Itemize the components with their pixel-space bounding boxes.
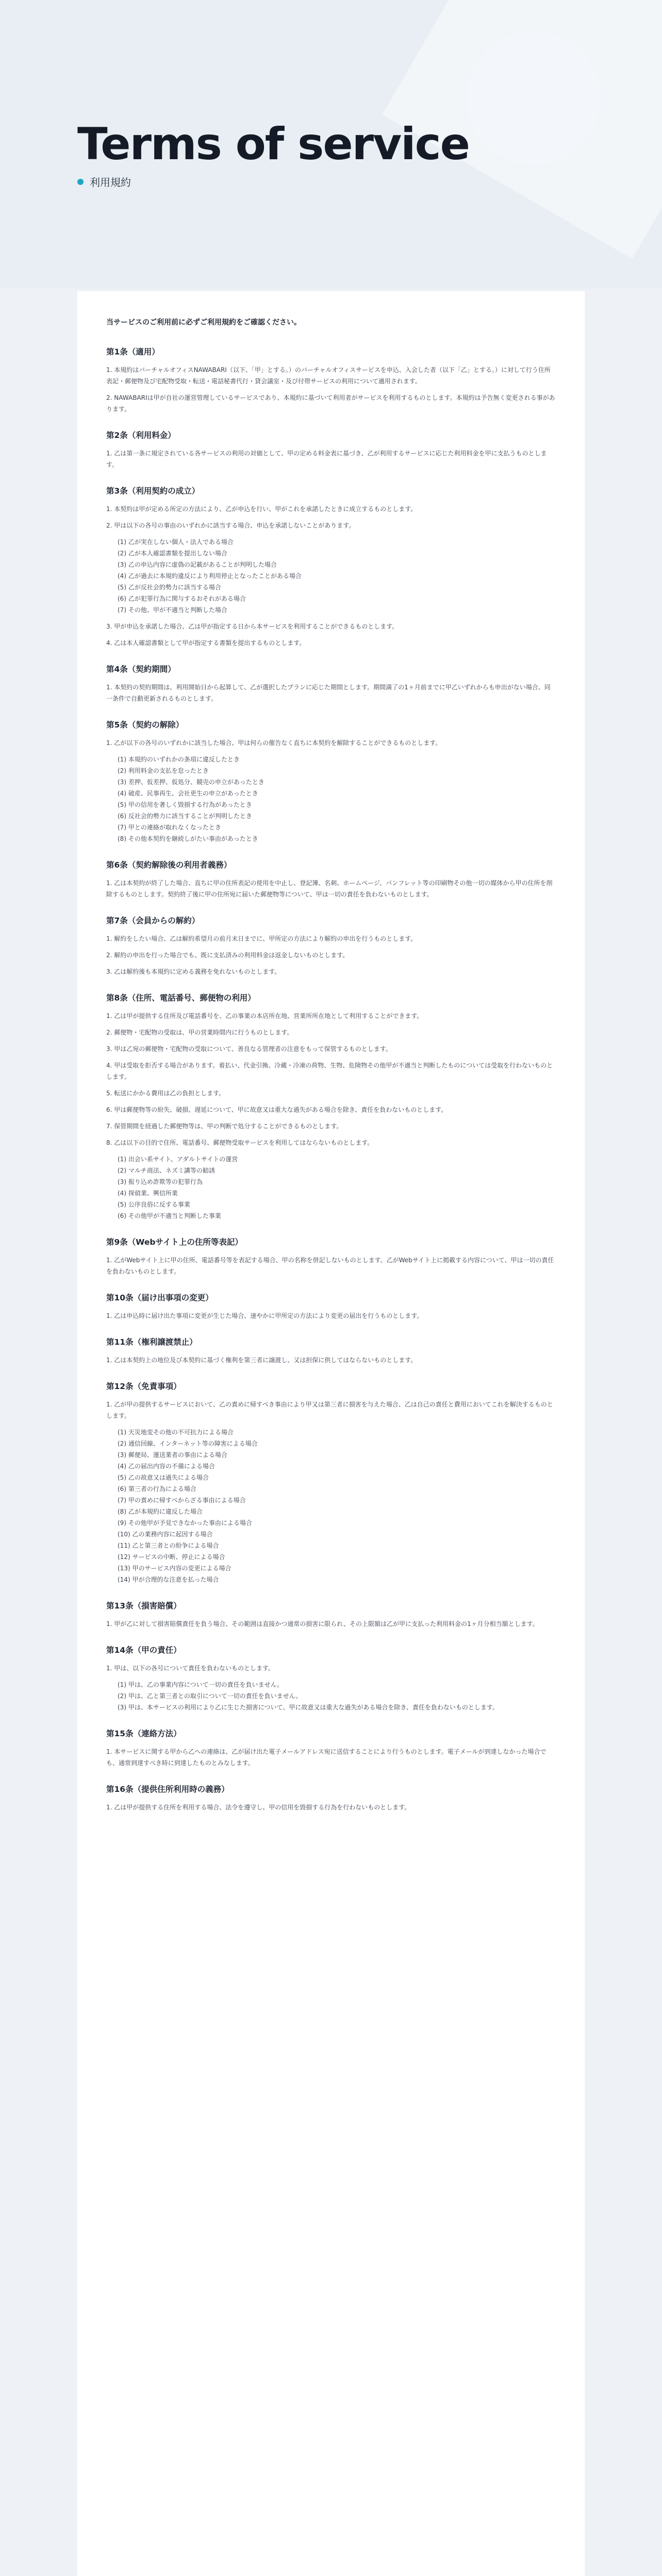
list-item: (5) 公序良俗に反する事業 [118,1201,190,1208]
list-item: (1) 本規約のいずれかの条項に違反したとき [118,756,240,763]
article-paragraph: 1. 乙は申込時に届け出た事項に変更が生じた場合、速やかに甲所定の方法により変更の届出を行うものとします。 [106,1312,423,1319]
page-title: Terms of service [77,118,469,170]
list-item: (4) 探偵業、興信所業 [118,1190,178,1197]
article-paragraph: 1. 解約をしたい場合、乙は解約希望月の前月末日までに、甲所定の方法により解約の申出を行うものとします。 [106,935,417,942]
article-section [106,992,556,1222]
list-item: (2) 甲は、乙と第三者との取引について一切の責任を負いません。 [118,1692,302,1700]
hero [0,0,662,289]
article-title: 第9条（Webサイト上の住所等表記） [106,1238,243,1247]
article-title: 第15条（連絡方法） [106,1729,181,1738]
list-item: (10) 乙の業務内容に起因する場合 [118,1531,213,1538]
article-title: 第1条（適用） [106,347,160,357]
article-paragraph: 2. 甲は以下の各号の事由のいずれかに該当する場合、申込を承諾しないことがあります。 [106,522,355,529]
article-paragraph: 1. 本規約はバーチャルオフィスNAWABARI（以下、「甲」とする。）のバーチャルオフィスサービスを申込、入会した者（以下「乙」とする。）に対して行う住所表記・郵便物及び宅配物受取・転送・電話秘書代行・貸会議室・及び付帯サービスの利用について適用されます。 [106,366,551,385]
article-paragraph: 3. 甲は乙宛の郵便物・宅配物の受取について、善良なる管理者の注意をもって保管するものとします。 [106,1045,392,1053]
article-paragraph: 2. NAWABARIは甲が自社の運営管理しているサービスであり、本規約に基づいて利用者がサービスを利用するものとします。本規約は予告無く変更される事があります。 [106,394,555,413]
list-item: (5) 乙の故意又は過失による場合 [118,1474,209,1481]
article-paragraph: 4. 甲は受取を拒否する場合があります。着払い、代金引換、冷蔵・冷凍の荷物、生物、危険物その他甲が不適当と判断したものについては受取を行わないものとします。 [106,1062,553,1080]
article-section [106,719,556,844]
list-item: (7) 甲との連絡が取れなくなったとき [118,824,221,831]
article-section [106,1727,556,1769]
article-section [106,1600,556,1630]
list-item: (1) 乙が実在しない個人・法人である場合 [118,538,234,546]
list-item: (2) マルチ商法、ネズミ講等の勧誘 [118,1167,215,1174]
page-subtitle-text: 利用規約 [90,176,131,189]
page-subtitle [77,174,131,189]
article-list [106,1154,556,1222]
article-section [106,485,556,649]
article-paragraph: 3. 乙は解約後も本規約に定める義務を免れないものとします。 [106,968,281,975]
article-paragraph: 6. 甲は郵便物等の紛失、破損、遅延について、甲に故意又は重大な過失がある場合を除き、責任を負わないものとします。 [106,1106,448,1113]
article-list [106,536,556,616]
article-title: 第16条（提供住所利用時の義務） [106,1785,229,1794]
article-paragraph: 8. 乙は以下の目的で住所、電話番号、郵便物受取サービスを利用してはならないものとします。 [106,1139,374,1146]
article-paragraph: 1. 甲は、以下の各号について責任を負わないものとします。 [106,1665,275,1672]
article-paragraph: 1. 本契約の契約期間は、利用開始日から起算して、乙が選択したプランに応じた期間とします。期間満了の1ヶ月前までに甲乙いずれからも申出がない場合、同一条件で自動更新されるものとします。 [106,684,551,702]
article-section [106,914,556,977]
list-item: (3) 振り込め詐欺等の犯罪行為 [118,1178,203,1185]
article-paragraph: 5. 転送にかかる費用は乙の負担とします。 [106,1090,225,1097]
article-paragraph: 2. 解約の申出を行った場合でも、既に支払済みの利用料金は返金しないものとします。 [106,952,349,959]
article-section [106,1783,556,1813]
list-item: (1) 出会い系サイト、アダルトサイトの運営 [118,1156,238,1163]
article-paragraph: 1. 本サービスに関する甲から乙への連絡は、乙が届け出た電子メールアドレス宛に送信することにより行うものとします。電子メールが到達しなかった場合でも、通常到達すべき時に到達したものとみなします。 [106,1748,547,1767]
list-item: (1) 甲は、乙の事業内容について一切の責任を負いません。 [118,1681,284,1688]
article-title: 第2条（利用料金） [106,431,176,440]
terms-card [77,291,585,2576]
article-paragraph: 1. 乙は第一条に規定されている各サービスの利用の対価として、甲の定める料金表に基づき、乙が利用するサービスに応じた利用料金を甲に支払うものとします。 [106,450,547,468]
list-item: (5) 乙が反社会的勢力に該当する場合 [118,584,221,591]
hero-decoration-circle [466,31,600,165]
list-item: (2) 利用料金の支払を怠ったとき [118,767,209,774]
article-paragraph: 1. 乙は本契約上の地位及び本契約に基づく権利を第三者に譲渡し、又は担保に供してはならないものとします。 [106,1357,417,1364]
list-item: (6) 反社会的勢力に該当することが判明したとき [118,812,252,820]
list-item: (4) 乙の届出内容の不備による場合 [118,1463,215,1470]
article-section [106,1336,556,1366]
list-item: (9) その他甲が予見できなかった事由による場合 [118,1519,252,1527]
article-title: 第3条（利用契約の成立） [106,486,200,496]
article-title: 第12条（免責事項） [106,1382,181,1391]
list-item: (8) その他本契約を継続しがたい事由があったとき [118,835,258,842]
article-section [106,429,556,470]
list-item: (7) その他、甲が不適当と判断した場合 [118,606,227,614]
accent-dot-icon [77,179,84,185]
list-item: (8) 乙が本規約に違反した場合 [118,1508,203,1515]
list-item: (4) 破産、民事再生、会社更生の申立があったとき [118,790,258,797]
list-item: (2) 通信回線、インターネット等の障害による場合 [118,1440,258,1447]
list-item: (5) 甲の信用を著しく毀損する行為があったとき [118,801,252,808]
list-item: (3) 郵便局、運送業者の事由による場合 [118,1451,227,1459]
article-paragraph: 3. 甲が申込を承諾した場合、乙は甲が指定する日から本サービスを利用することができるものとします。 [106,623,399,630]
article-paragraph: 7. 保管期間を経過した郵便物等は、甲の判断で処分することができるものとします。 [106,1123,343,1130]
article-paragraph: 1. 乙がWebサイト上に甲の住所、電話番号等を表記する場合、甲の名称を併記しないものとします。乙がWebサイト上に掲載する内容について、甲は一切の責任を負わないものとします。 [106,1257,554,1275]
list-item: (3) 差押、仮差押、仮処分、競売の申立があったとき [118,778,264,786]
article-section [106,1644,556,1713]
list-item: (6) 第三者の行為による場合 [118,1485,196,1493]
list-item: (2) 乙が本人確認書類を提出しない場合 [118,550,227,557]
article-paragraph: 1. 乙は本契約が終了した場合、直ちに甲の住所表記の使用を中止し、登記簿、名刺、ホームページ、パンフレット等の印刷物その他一切の媒体から甲の住所を削除するものとします。契約終了後に甲の住所宛に届いた郵便物等について、甲は一切の責任を負わないものとします。 [106,879,553,898]
list-item: (7) 甲の責めに帰すべからざる事由による場合 [118,1497,246,1504]
article-paragraph: 2. 郵便物・宅配物の受取は、甲の営業時間内に行うものとします。 [106,1029,293,1036]
article-section [106,1292,556,1321]
list-item: (14) 甲が合理的な注意を払った場合 [118,1576,219,1583]
article-section [106,1236,556,1277]
article-paragraph: 1. 乙が以下の各号のいずれかに該当した場合、甲は何らの催告なく直ちに本契約を解除することができるものとします。 [106,739,442,747]
article-title: 第11条（権利譲渡禁止） [106,1337,197,1347]
list-item: (12) サービスの中断、停止による場合 [118,1553,225,1561]
article-list [106,754,556,844]
article-section [106,663,556,704]
list-item: (3) 乙の申込内容に虚偽の記載があることが判明した場合 [118,561,277,568]
article-title: 第7条（会員からの解約） [106,916,200,925]
article-list [106,1427,556,1585]
article-section [106,346,556,415]
list-item: (3) 甲は、本サービスの利用により乙に生じた損害について、甲に故意又は重大な過失がある場合を除き、責任を負わないものとします。 [118,1704,499,1711]
article-title: 第8条（住所、電話番号、郵便物の利用） [106,993,256,1003]
list-item: (13) 甲のサービス内容の変更による場合 [118,1565,231,1572]
article-list [106,1679,556,1713]
article-paragraph: 1. 乙は甲が提供する住所を利用する場合、法令を遵守し、甲の信用を毀損する行為を行わないものとします。 [106,1804,411,1811]
article-paragraph: 1. 甲が乙に対して損害賠償責任を負う場合、その範囲は直接かつ通常の損害に限られ、その上限額は乙が甲に支払った利用料金の1ヶ月分相当額とします。 [106,1620,539,1628]
list-item: (11) 乙と第三者との紛争による場合 [118,1542,219,1549]
article-paragraph: 1. 乙は甲が提供する住所及び電話番号を、乙の事業の本店所在地、営業所所在地として利用することができます。 [106,1012,423,1020]
article-title: 第10条（届け出事項の変更） [106,1293,213,1302]
list-item: (1) 天災地変その他の不可抗力による場合 [118,1429,234,1436]
article-paragraph: 4. 乙は本人確認書類として甲が指定する書類を提出するものとします。 [106,639,306,647]
article-title: 第5条（契約の解除） [106,720,184,730]
article-title: 第6条（契約解除後の利用者義務） [106,860,232,870]
article-section [106,859,556,900]
list-item: (6) その他甲が不適当と判断した事業 [118,1212,221,1219]
article-paragraph: 1. 本契約は甲が定める所定の方法により、乙が申込を行い、甲がこれを承諾したときに成立するものとします。 [106,505,417,513]
article-paragraph: 1. 乙が甲の提供するサービスにおいて、乙の責めに帰すべき事由により甲又は第三者に損害を与えた場合、乙は自己の責任と費用においてこれを解決するものとします。 [106,1401,553,1419]
article-section [106,1380,556,1585]
list-item: (4) 乙が過去に本規約違反により利用停止となったことがある場合 [118,572,302,580]
list-item: (6) 乙が犯罪行為に関与するおそれがある場合 [118,595,246,602]
intro-notice: 当サービスのご利用前に必ずご利用規約をご確認ください。 [106,318,301,327]
article-title: 第14条（甲の責任） [106,1646,181,1655]
article-title: 第13条（損害賠償） [106,1601,181,1611]
article-title: 第4条（契約期間） [106,665,176,674]
